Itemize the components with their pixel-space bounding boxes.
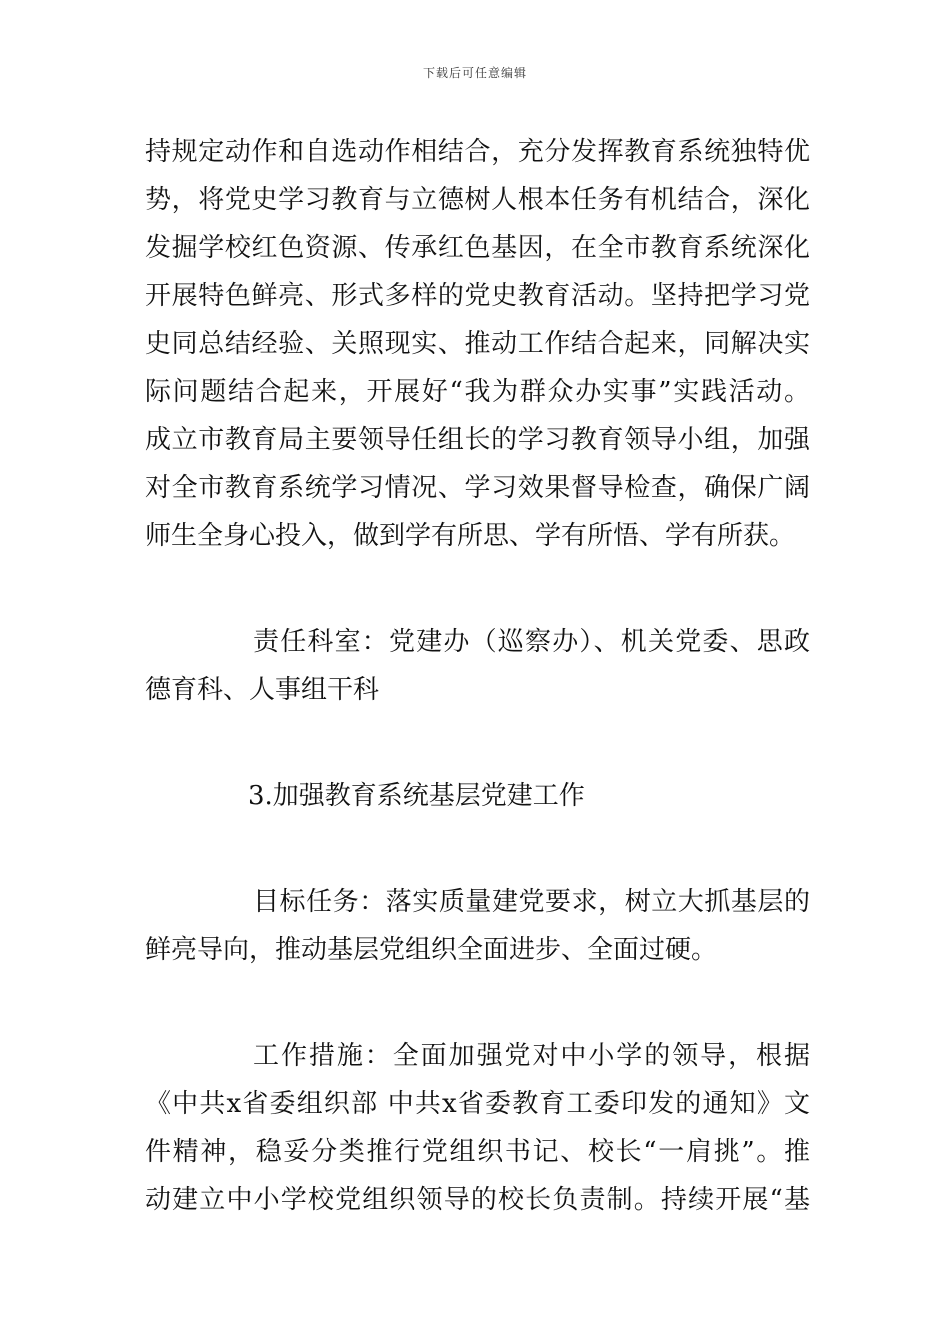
- page-header-note: 下载后可任意编辑: [422, 66, 527, 80]
- paragraph-study-education: [145, 128, 810, 560]
- paragraph-target-tasks: [145, 878, 810, 974]
- text-line: 际问题结合起来，开展好“我为群众办实事”实践活动。: [145, 377, 810, 407]
- text-line: 件精神，稳妥分类推行党组织书记、校长“一肩挑”。推: [145, 1137, 810, 1167]
- paragraph-responsible-departments: [145, 618, 810, 714]
- text-line: 工作措施：全面加强党对中小学的领导，根据: [253, 1041, 810, 1071]
- text-line: 史同总结经验、关照现实、推动工作结合起来，同解决实: [145, 329, 810, 359]
- document-body: [145, 128, 810, 1224]
- text-line: 持规定动作和自选动作相结合，充分发挥教育系统独特优: [145, 137, 810, 167]
- paragraph-work-measures: [145, 1032, 810, 1224]
- paragraph-gap: [145, 820, 810, 878]
- section-heading: 3.加强教育系统基层党建工作: [248, 781, 585, 811]
- paragraph-gap: [145, 560, 810, 618]
- text-line: 动建立中小学校党组织领导的校长负责制。持续开展“基: [145, 1185, 810, 1215]
- paragraph-gap: [145, 974, 810, 1032]
- paragraph-gap: [145, 714, 810, 772]
- text-line: 《中共x省委组织部 中共x省委教育工委印发的通知》文: [145, 1089, 810, 1119]
- text-line: 师生全身心投入，做到学有所思、学有所悟、学有所获。: [145, 521, 796, 551]
- text-line: 成立市教育局主要领导任组长的学习教育领导小组，加强: [145, 425, 810, 455]
- text-line: 目标任务：落实质量建党要求，树立大抓基层的: [253, 887, 810, 917]
- text-line: 责任科室：党建办（巡察办）、机关党委、思政: [253, 627, 810, 657]
- text-line: 开展特色鲜亮、形式多样的党史教育活动。坚持把学习党: [145, 281, 810, 311]
- text-line: 德育科、人事组干科: [145, 675, 380, 705]
- text-line: 势，将党史学习教育与立德树人根本任务有机结合，深化: [145, 185, 810, 215]
- text-line: 对全市教育系统学习情况、学习效果督导检查，确保广阔: [145, 473, 810, 503]
- text-line: 鲜亮导向，推动基层党组织全面进步、全面过硬。: [145, 935, 718, 965]
- text-line: 发掘学校红色资源、传承红色基因，在全市教育系统深化: [145, 233, 810, 263]
